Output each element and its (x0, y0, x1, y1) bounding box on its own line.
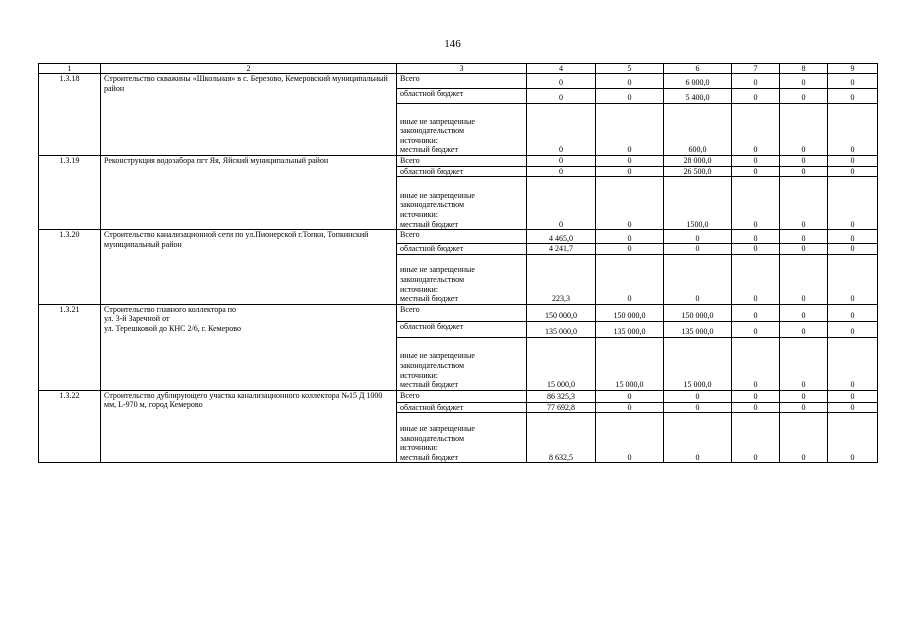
funding-source: областной бюджет (397, 166, 527, 177)
item-code: 1.3.18 (39, 74, 101, 156)
column-header: 9 (828, 64, 878, 74)
amount-cell: 0 (596, 244, 664, 255)
amount-cell: 0 (596, 254, 664, 304)
funding-source-line: иные не запрещенные (400, 116, 475, 126)
funding-source-line: источники: (400, 443, 438, 453)
amount-cell: 5 400,0 (664, 89, 732, 104)
column-header: 6 (664, 64, 732, 74)
funding-source-line: местный бюджет (400, 145, 458, 155)
item-name: Строительство скважины «Школьная» в с. Березово, Кемеровский муниципальный район (101, 74, 397, 156)
funding-source-line: законодательством (400, 433, 465, 443)
funding-source (397, 177, 527, 230)
amount-cell: 0 (732, 402, 780, 413)
column-header: 2 (101, 64, 397, 74)
amount-cell: 0 (828, 390, 878, 402)
amount-cell: 0 (527, 177, 596, 230)
amount-cell: 150 000,0 (596, 304, 664, 321)
amount-cell: 0 (780, 230, 828, 244)
funding-source-line: иные не запрещенные (400, 190, 475, 200)
amount-cell: 15 000,0 (527, 337, 596, 390)
funding-source-line: иные не запрещенные (400, 265, 475, 275)
amount-cell: 0 (828, 244, 878, 255)
amount-cell: 0 (664, 413, 732, 463)
amount-cell: 0 (596, 104, 664, 156)
amount-cell: 0 (596, 156, 664, 167)
amount-cell: 0 (828, 402, 878, 413)
page-number: 146 (444, 38, 461, 50)
amount-cell: 0 (780, 390, 828, 402)
amount-cell: 135 000,0 (527, 321, 596, 337)
amount-cell: 0 (780, 413, 828, 463)
funding-source-line: иные не запрещенные (400, 351, 475, 361)
funding-source-line: иные не запрещенные (400, 424, 475, 433)
item-name (101, 304, 397, 390)
amount-cell: 223,3 (527, 254, 596, 304)
amount-cell: 0 (596, 390, 664, 402)
amount-cell: 0 (664, 244, 732, 255)
funding-source-line: законодательством (400, 361, 465, 370)
amount-cell: 0 (732, 337, 780, 390)
amount-cell: 0 (828, 413, 878, 463)
amount-cell: 0 (527, 156, 596, 167)
item-name-line: ул. Терешковой до КНС 2/6, г. Кемерово (104, 323, 242, 333)
amount-cell: 0 (828, 166, 878, 177)
item-name: Строительство канализационной сети по ул.Пионерской г.Топки, Топкинский муниципальный район (101, 230, 397, 305)
amount-cell: 0 (828, 337, 878, 390)
funding-source: Всего (397, 230, 527, 244)
item-name: Реконструкция водозабора пгт Яя, Яйский муниципальный район (101, 156, 397, 230)
amount-cell: 1500,0 (664, 177, 732, 230)
amount-cell: 6 000,0 (664, 74, 732, 89)
funding-source: областной бюджет (397, 89, 527, 104)
amount-cell: 0 (780, 254, 828, 304)
funding-source-line: местный бюджет (400, 452, 458, 462)
funding-source-line: местный бюджет (400, 219, 458, 229)
item-code: 1.3.19 (39, 156, 101, 230)
budget-table (38, 63, 878, 463)
amount-cell: 0 (732, 89, 780, 104)
amount-cell: 0 (664, 254, 732, 304)
amount-cell: 0 (664, 390, 732, 402)
funding-source: Всего (397, 390, 527, 402)
amount-cell: 0 (664, 402, 732, 413)
item-name-line: ул. 3-й Заречной от (104, 314, 170, 324)
funding-source-line: источники: (400, 210, 438, 219)
amount-cell: 4 241,7 (527, 244, 596, 255)
funding-source-line: источники: (400, 284, 438, 294)
funding-source: областной бюджет (397, 244, 527, 255)
funding-source-line: источники: (400, 135, 438, 145)
amount-cell: 0 (780, 104, 828, 156)
funding-source: Всего (397, 156, 527, 167)
amount-cell: 0 (732, 244, 780, 255)
amount-cell: 0 (828, 230, 878, 244)
amount-cell: 0 (732, 304, 780, 321)
item-code: 1.3.20 (39, 230, 101, 305)
amount-cell: 0 (828, 304, 878, 321)
amount-cell: 0 (732, 254, 780, 304)
amount-cell: 8 632,5 (527, 413, 596, 463)
table-row (39, 230, 878, 244)
amount-cell: 0 (527, 89, 596, 104)
amount-cell: 0 (596, 413, 664, 463)
amount-cell: 0 (828, 177, 878, 230)
amount-cell: 0 (527, 166, 596, 177)
amount-cell: 0 (780, 337, 828, 390)
amount-cell: 0 (732, 177, 780, 230)
funding-source-line: законодательством (400, 126, 465, 136)
amount-cell: 0 (596, 166, 664, 177)
amount-cell: 135 000,0 (596, 321, 664, 337)
amount-cell: 0 (732, 166, 780, 177)
amount-cell: 0 (596, 89, 664, 104)
amount-cell: 0 (780, 156, 828, 167)
amount-cell: 150 000,0 (527, 304, 596, 321)
table-row (39, 390, 878, 402)
amount-cell: 15 000,0 (664, 337, 732, 390)
item-name-line: Строительство главного коллектора по (104, 304, 237, 314)
column-header: 7 (732, 64, 780, 74)
column-header-row (39, 64, 878, 74)
funding-source-line: местный бюджет (400, 380, 458, 390)
funding-source: областной бюджет (397, 402, 527, 413)
amount-cell: 0 (596, 74, 664, 89)
funding-source (397, 254, 527, 304)
amount-cell: 0 (596, 177, 664, 230)
amount-cell: 0 (828, 104, 878, 156)
table-row (39, 304, 878, 321)
amount-cell: 0 (732, 413, 780, 463)
amount-cell: 0 (596, 230, 664, 244)
amount-cell: 0 (828, 254, 878, 304)
item-code: 1.3.21 (39, 304, 101, 390)
amount-cell: 26 500,0 (664, 166, 732, 177)
item-code: 1.3.22 (39, 390, 101, 463)
amount-cell: 0 (780, 304, 828, 321)
column-header: 3 (397, 64, 527, 74)
amount-cell: 0 (664, 230, 732, 244)
amount-cell: 0 (780, 74, 828, 89)
funding-source-line: источники: (400, 370, 438, 380)
amount-cell: 0 (780, 166, 828, 177)
column-header: 1 (39, 64, 101, 74)
amount-cell: 86 325,3 (527, 390, 596, 402)
amount-cell: 0 (828, 74, 878, 89)
amount-cell: 0 (780, 89, 828, 104)
amount-cell: 0 (732, 390, 780, 402)
amount-cell: 0 (732, 104, 780, 156)
amount-cell: 0 (732, 230, 780, 244)
amount-cell: 0 (527, 104, 596, 156)
amount-cell: 0 (780, 177, 828, 230)
funding-source (397, 337, 527, 390)
funding-source-line: законодательством (400, 200, 465, 210)
amount-cell: 0 (780, 321, 828, 337)
amount-cell: 0 (828, 89, 878, 104)
column-header: 4 (527, 64, 596, 74)
amount-cell: 0 (828, 156, 878, 167)
amount-cell: 150 000,0 (664, 304, 732, 321)
funding-source: областной бюджет (397, 321, 527, 337)
column-header: 8 (780, 64, 828, 74)
amount-cell: 0 (828, 321, 878, 337)
amount-cell: 0 (527, 74, 596, 89)
funding-source (397, 104, 527, 156)
amount-cell: 0 (780, 402, 828, 413)
amount-cell: 77 692,8 (527, 402, 596, 413)
amount-cell: 0 (596, 402, 664, 413)
item-name: Строительство дублирующего участка канализационного коллектора №15 Д 1000 мм, L-970 м, город Кемерово (101, 390, 397, 463)
column-header: 5 (596, 64, 664, 74)
funding-source: Всего (397, 74, 527, 89)
funding-source-line: местный бюджет (400, 294, 458, 304)
amount-cell: 4 465,0 (527, 230, 596, 244)
funding-source (397, 413, 527, 463)
amount-cell: 600,0 (664, 104, 732, 156)
table-row (39, 156, 878, 167)
amount-cell: 15 000,0 (596, 337, 664, 390)
amount-cell: 0 (780, 244, 828, 255)
amount-cell: 0 (732, 321, 780, 337)
funding-source-line: законодательством (400, 275, 465, 284)
amount-cell: 135 000,0 (664, 321, 732, 337)
amount-cell: 0 (732, 74, 780, 89)
table-row (39, 74, 878, 89)
amount-cell: 28 000,0 (664, 156, 732, 167)
amount-cell: 0 (732, 156, 780, 167)
funding-source: Всего (397, 304, 527, 321)
